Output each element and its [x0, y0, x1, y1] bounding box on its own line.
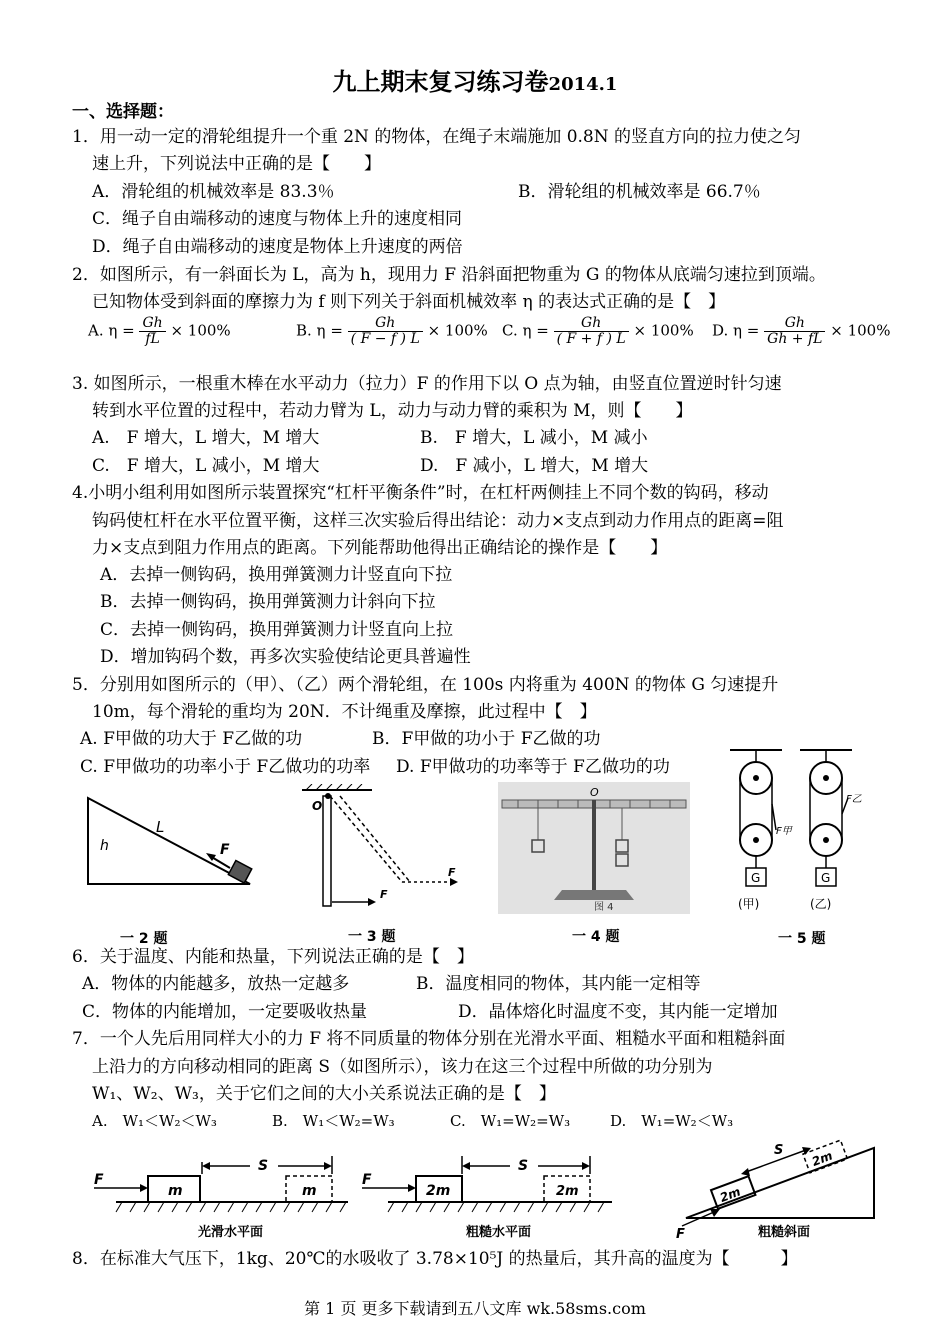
caption-fig4: 一 4 题 [572, 929, 620, 945]
q6-stem-line1: 6．关于温度、内能和热量，下列说法正确的是【 】 [72, 947, 474, 967]
q5-option-b: B．F甲做的功小于 F乙做的功 [372, 729, 601, 749]
rough-force-arrowhead [408, 1184, 416, 1192]
incline-label-L: L [156, 818, 165, 836]
rod-tilted-dashed [330, 796, 402, 882]
q1-option-b: B．滑轮组的机械效率是 66.7％ [518, 182, 761, 202]
figure-q7-surfaces [86, 1132, 876, 1244]
q4-option-c: C．去掉一侧钩码，换用弹簧测力计竖直向上拉 [100, 620, 454, 640]
smooth-label-F: F [94, 1172, 104, 1188]
q8-stem-line1: 8．在标准大气压下，1kg、20℃的水吸收了 3.78×10⁵J 的热量后，其升高的温度为【 】 [72, 1249, 798, 1269]
q1-stem-line1: 1．用一动一定的滑轮组提升一个重 2N 的物体，在绳子末端施加 0.8N 的竖直方向的拉力使之匀 [72, 127, 802, 147]
rough-block-label: 2m [426, 1183, 451, 1199]
force-arrowhead-bottom [368, 898, 376, 906]
caption-fig2: 一 2 题 [120, 931, 168, 947]
q2-option-b-fraction: $\frac{Gh}{( F - f ) L}$ [348, 316, 423, 347]
incline-q7-surface-label: 粗糙斜面 [758, 1225, 811, 1240]
smooth-block-label: m [168, 1183, 183, 1199]
q5-option-c: C. F甲做功的功率小于 F乙做功的功率 [80, 757, 371, 777]
incline-dist-left-arrow [741, 1168, 750, 1176]
pulley-jia-label: (甲) [738, 897, 760, 911]
q4-option-a: A．去掉一侧钩码，换用弹簧测力计竖直向下拉 [100, 565, 453, 585]
q5-option-d: D. F甲做功的功率等于 F乙做功的功 [396, 757, 670, 777]
q4-stem-line1: 4.小明小组利用如图所示装置探究“杠杆平衡条件”时，在杠杆两侧挂上不同个数的钩码，移动 [72, 483, 769, 503]
rough-label-F: F [362, 1172, 372, 1188]
q4-option-b: B．去掉一侧钩码，换用弹簧测力计斜向下拉 [100, 592, 436, 612]
figure-q4-lever [498, 782, 690, 914]
smooth-dist-left-arrow [202, 1162, 210, 1170]
pulley-jia-load-label: G [751, 871, 761, 885]
q6-option-b: B．温度相同的物体，其内能一定相等 [416, 974, 701, 994]
q2-option-b: B. η = $\frac{Gh}{( F - f ) L}$ × 100% [296, 315, 488, 347]
rough-dist-right-arrow [582, 1162, 590, 1170]
rod-tilted-dashed-2 [340, 796, 410, 882]
q3-option-a: A. F 增大，L 增大，M 增大 [92, 428, 320, 448]
incline-q7-label-F: F [676, 1227, 685, 1242]
q6-option-a: A．物体的内能越多，放热一定越多 [82, 974, 350, 994]
figure-q2-incline [82, 792, 262, 892]
incline-label-F: F [220, 842, 230, 858]
q1-option-a: A．滑轮组的机械效率是 83.3％ [92, 182, 335, 202]
incline-q7-label-S: S [774, 1143, 784, 1158]
pulley-yi-fixed-axle [823, 775, 829, 781]
q2-option-a-fraction: $\frac{Gh}{fL}$ [139, 316, 165, 347]
lever-label-O: O [590, 786, 599, 799]
pulley-jia-force-label: F甲 [776, 826, 792, 837]
smooth-block-end-label: m [302, 1183, 317, 1199]
incline-block-start [711, 1176, 755, 1209]
caption-fig3: 一 3 题 [348, 929, 396, 945]
q7-option-c: C. W₁=W₂=W₃ [450, 1112, 571, 1130]
pulley-yi-label: (乙) [810, 897, 832, 911]
rough-dist-left-arrow [462, 1162, 470, 1170]
q2-stem-line1: 2．如图所示，有一斜面长为 L，高为 h，现用力 F 沿斜面把物重为 G 的物体从底端匀速拉到顶端。 [72, 265, 826, 285]
q3-option-d: D. F 减小，L 增大，M 增大 [420, 456, 649, 476]
force-arrowhead-right [450, 878, 458, 886]
q1-stem-line2: 速上升，下列说法中正确的是【 】 [92, 154, 381, 174]
rod-label-F-bottom: F [380, 888, 388, 901]
pulley-jia-fixed-axle [753, 775, 759, 781]
rough-label-S: S [518, 1158, 529, 1174]
pulley-yi-movable-axle [823, 837, 829, 843]
smooth-dist-right-arrow [324, 1162, 332, 1170]
q6-option-d: D．晶体熔化时温度不变，其内能一定增加 [458, 1002, 778, 1022]
section-heading-choice: 一、选择题： [72, 102, 174, 122]
lever-photo-label: 图 4 [594, 902, 614, 913]
q2-option-c-fraction: $\frac{Gh}{( F + f ) L}$ [554, 316, 629, 347]
q7-stem-line3: W₁、W₂、W₃，关于它们之间的大小关系说法正确的是【 】 [92, 1084, 556, 1104]
incline-block-end [803, 1140, 847, 1173]
q2-option-d-fraction: $\frac{Gh}{Gh + fL}$ [764, 316, 825, 347]
q3-stem-line2: 转到水平位置的过程中，若动力臂为 L，动力与动力臂的乘积为 M，则【 】 [92, 401, 693, 421]
lever-stand-base [554, 890, 634, 900]
q7-option-b: B. W₁＜W₂=W₃ [272, 1112, 395, 1130]
q5-stem-line2: 10m，每个滑轮的重均为 20N．不计绳重及摩擦，此过程中【 】 [92, 702, 597, 722]
page-footer: 第 1 页 更多下载请到五八文库 wk.58sms.com [304, 1299, 646, 1318]
q4-option-d: D．增加钩码个数，再多次实验使结论更具普遍性 [100, 647, 471, 667]
figure-q5-pulleys [718, 744, 870, 914]
q3-option-b: B. F 增大，L 减小，M 减小 [420, 428, 648, 448]
rod-label-O: O [312, 799, 323, 813]
incline-label-h: h [100, 838, 109, 854]
q6-option-c: C．物体的内能增加，一定要吸收热量 [82, 1002, 368, 1022]
q7-option-d: D. W₁=W₂＜W₃ [610, 1112, 734, 1130]
smooth-force-arrowhead [140, 1184, 148, 1192]
q4-stem-line3: 力×支点到阻力作用点的距离。下列能帮助他得出正确结论的操作是【 】 [92, 538, 668, 558]
rough-surface-label: 粗糙水平面 [466, 1225, 532, 1240]
q3-option-c: C. F 增大，L 减小，M 增大 [92, 456, 320, 476]
page-title: 九上期末复习练习卷2014.1 [332, 67, 618, 96]
q2-option-a: A. η = $\frac{Gh}{fL}$ × 100% [88, 315, 231, 347]
incline-block [228, 860, 251, 883]
incline-surface [686, 1148, 874, 1218]
q1-option-c: C．绳子自由端移动的速度与物体上升的速度相同 [92, 209, 463, 229]
pulley-jia-movable-axle [753, 837, 759, 843]
q7-stem-line1: 7．一个人先后用同样大小的力 F 将不同质量的物体分别在光滑水平面、粗糙水平面和粗糙斜面 [72, 1029, 786, 1049]
q3-stem-line1: 3. 如图所示，一根重木棒在水平动力（拉力）F 的作用下以 O 点为轴，由竖直位置逆时针匀速 [72, 374, 782, 394]
smooth-surface-hatch [116, 1202, 346, 1212]
q7-stem-line2: 上沿力的方向移动相同的距离 S（如图所示），该力在这三个过程中所做的功分别为 [92, 1057, 713, 1077]
q5-option-a: A. F甲做的功大于 F乙做的功 [80, 729, 303, 749]
q2-option-d: D. η = $\frac{Gh}{Gh + fL}$ × 100% [712, 315, 891, 347]
q4-stem-line2: 钩码使杠杆在水平位置平衡，这样三次实验后得出结论：动力×支点到动力作用点的距离=阻 [92, 511, 784, 531]
rod-vertical [323, 796, 331, 906]
smooth-label-S: S [258, 1158, 269, 1174]
svg-text:2m: 2m [809, 1148, 835, 1169]
smooth-surface-label: 光滑水平面 [198, 1225, 264, 1240]
q1-option-d: D．绳子自由端移动的速度是物体上升速度的两倍 [92, 237, 463, 257]
incline-triangle [88, 798, 250, 884]
q2-option-c: C. η = $\frac{Gh}{( F + f ) L}$ × 100% [502, 315, 694, 347]
rough-surface-hatch [388, 1202, 604, 1212]
title-year: 2014.1 [548, 74, 618, 95]
rough-block-end-label: 2m [556, 1184, 579, 1199]
pulley-yi-load-label: G [821, 871, 831, 885]
svg-text:2m: 2m [717, 1184, 743, 1205]
q7-option-a: A. W₁＜W₂＜W₃ [92, 1112, 217, 1130]
q5-stem-line1: 5．分别用如图所示的（甲）、（乙）两个滑轮组，在 100s 内将重为 400N 的物体 G 匀速提升 [72, 675, 779, 695]
q2-stem-line2: 已知物体受到斜面的摩擦力为 f 则下列关于斜面机械效率 η 的表达式正确的是【 】 [92, 292, 726, 312]
pulley-yi-force-label: F乙 [846, 794, 862, 805]
figure-q3-rod [292, 784, 472, 914]
caption-fig5: 一 5 题 [778, 931, 826, 947]
rod-label-F-right: F [448, 866, 456, 879]
